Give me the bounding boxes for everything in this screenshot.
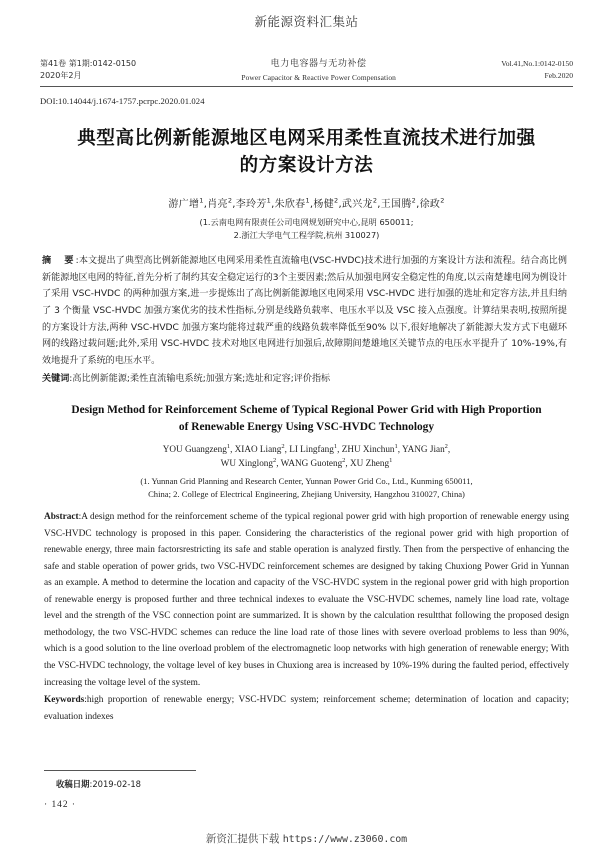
received-date-label: 收稿日期 <box>56 779 90 789</box>
author-name: YOU Guangzeng$^1$ <box>162 442 231 454</box>
author-name: 徐政$^2$ <box>419 196 445 210</box>
chinese-title-line-1: 典型高比例新能源地区电网采用柔性直流技术进行加强 <box>77 128 536 150</box>
author-separator: , <box>284 444 290 454</box>
author-name: WU Xinglong$^2$ <box>220 457 277 469</box>
english-affiliations <box>40 475 573 503</box>
received-date-value: :2019-02-18 <box>89 779 141 789</box>
english-affiliation-1: (1. Yunnan Grid Planning and Research Center, Yunnan Power Grid Co., Ltd., Kunming 650011, <box>140 475 473 486</box>
author-affiliation-marker: 2 <box>272 457 277 465</box>
english-title <box>40 402 573 436</box>
english-authors <box>40 442 573 471</box>
chinese-keywords-label: 关键词 <box>42 374 70 385</box>
author-affiliation-marker: 2 <box>227 196 233 205</box>
footnote-divider <box>44 770 196 771</box>
issue-date-en: Feb.2020 <box>544 70 573 80</box>
author-separator: , <box>271 198 275 210</box>
author-name: 游广增$^1$ <box>168 196 204 210</box>
author-separator: , <box>377 198 381 210</box>
author-separator: , <box>345 458 351 469</box>
english-title-line-2: of Renewable Energy Using VSC-HVDC Technology <box>178 420 435 433</box>
english-abstract-text: :A design method for the reinforcement scheme of the typical regional power grid with high proportion of renewable energy using VSC-HVDC technology is proposed in this paper. Considering the characteristics of the regional power grid with high proportion of renewable energy, three main factorsrestricting its safe and stable operation is analyzed firstly. Then from the perspective of enhancing the safe and stable operation of power grids, two VSC-HVDC reinforcement schemes are designed by taking Chuxiong Power Grid in Yunnan as an example. A method to determine the location and capacity of the VSC-HVDC system in the regional power grid with high proportion of renewable energy is proposed further and three technical indexes to evaluate the VSC-HVDC schemes, namely line load rate, voltage level and the strength of the VSC connection point are summarized. It is shown by the calculation resultthat following the proposed design methodology, the two VSC-HVDC schemes can reduce the line load rate of those lines with severe overload problems to less than 90%, which is a good solution to the line overload problem of the electromagnetic loop networks with high generation of renewable energy; With the VSC-HVDC technology, the voltage level of key buses in Chuxiong area is increased by 10%-19% during the faulted period, effectively increasing the voltage level of the system. <box>44 512 569 688</box>
english-title-line-1: Design Method for Reinforcement Scheme of Typical Regional Power Grid with High Proportion <box>71 403 542 416</box>
english-authors-line-1 <box>40 442 573 456</box>
author-affiliation-marker: 1 <box>199 196 204 205</box>
author-name: 武兴龙$^2$ <box>341 196 378 210</box>
journal-title-en: Power Capacitor & Reactive Power Compensation <box>241 72 396 82</box>
english-abstract-label: Abstract <box>44 512 79 523</box>
author-separator: , <box>309 198 314 210</box>
author-affiliation-marker: 1 <box>333 442 338 450</box>
chinese-title-line-2: 的方案设计方法 <box>239 154 374 176</box>
author-name: 朱欣春$^1$ <box>274 196 310 210</box>
watermark-label: 新资汇提供下载 <box>205 833 280 845</box>
english-abstract <box>40 509 573 691</box>
author-separator: , <box>230 444 235 454</box>
journal-title-cn: 电力电容器与无功补偿 <box>270 59 367 69</box>
author-name: XU Zheng$^1$ <box>350 457 393 469</box>
author-name: 王国腾$^2$ <box>380 196 417 210</box>
author-name: 李玲芳$^1$ <box>235 196 272 210</box>
author-separator: , <box>338 198 342 210</box>
received-date <box>56 778 141 790</box>
chinese-abstract <box>40 253 573 369</box>
chinese-affiliation-1: (1.云南电网有限责任公司电网规划研究中心,昆明 650011; <box>199 216 414 227</box>
chinese-affiliations <box>40 216 573 241</box>
chinese-abstract-label: 摘 要 <box>42 256 76 267</box>
watermark-url[interactable]: https://www.z3060.com <box>282 834 408 845</box>
author-separator: , <box>337 444 342 454</box>
chinese-keywords <box>40 371 573 388</box>
chinese-abstract-text: :本文提出了典型高比例新能源地区电网采用柔性直流输电(VSC-HVDC)技术进行加强的方案设计方法和流程。结合高比例新能源地区电网的特征,首先分析了制约其安全稳定运行的3个主要因素;然后从加强电网安全稳定性的角度,以云南楚雄电网为例设计了采用 VSC-HVDC 的两种加强方案,进一步提炼出了高比例新能源地区电网采用 VSC-HVDC 进行加强的选址和定容方法,并且归纳了 3 个衡量 VSC-HVDC 加强方案优劣的技术性指标,分别是线路负载率、电压水平以及 VSC 接入点强度。计算结果表明,按照所提的方案设计方法,两种 VSC-HVDC 加强方案均能将过载严重的线路负载率降低至90% 以下,很好地解决了新能源大发方式下电磁环网的线路过载问题;此外,采用 VSC-HVDC 技术对地区电网进行加强后,故障期间楚雄地区关键节点的电压水平提升了 10%-19%,有效地提升了系统的电压水平。 <box>42 256 567 366</box>
masthead-right <box>501 58 573 82</box>
author-affiliation-marker: 1 <box>389 457 393 465</box>
author-affiliation-marker: 2 <box>440 196 445 205</box>
english-keywords-text: :high proportion of renewable energy; VSC-HVDC system; reinforcement scheme; determination of location and capacity; evaluation indexes <box>44 695 569 722</box>
author-separator: , <box>447 444 451 454</box>
author-name: YANG Jian$^2$ <box>402 442 448 454</box>
top-site-banner: 新能源资料汇集站 <box>254 14 359 29</box>
author-name: WANG Guoteng$^2$ <box>280 457 346 469</box>
english-authors-line-2 <box>40 456 573 470</box>
author-affiliation-marker: 1 <box>266 196 272 205</box>
author-affiliation-marker: 1 <box>394 442 398 450</box>
author-name: 杨健$^2$ <box>313 196 339 210</box>
author-affiliation-marker: 2 <box>342 457 346 465</box>
author-name: ZHU Xinchun$^1$ <box>341 442 398 454</box>
author-separator: , <box>203 198 208 210</box>
english-keywords-label: Keywords <box>44 695 85 706</box>
english-keywords <box>40 692 573 725</box>
author-separator: , <box>416 198 420 210</box>
author-affiliation-marker: 1 <box>305 196 310 205</box>
chinese-keywords-text: :高比例新能源;柔性直流输电系统;加强方案;选址和定容;评价指标 <box>69 374 331 385</box>
masthead-center <box>136 58 501 83</box>
issue-date-cn: 2020年2月 <box>40 71 82 81</box>
volume-issue-pages-en: Vol.41,No.1:0142-0150 <box>501 59 573 68</box>
author-separator: , <box>232 198 236 210</box>
author-name: LI Lingfang$^1$ <box>289 442 338 454</box>
author-name: 肖亮$^2$ <box>207 196 233 210</box>
chinese-affiliation-2: 2.浙江大学电气工程学院,杭州 310027) <box>233 229 380 240</box>
chinese-authors <box>40 195 573 210</box>
english-affiliation-2: China; 2. College of Electrical Engineering, Zhejiang University, Hangzhou 310027, China) <box>148 489 465 500</box>
author-affiliation-marker: 1 <box>226 442 231 450</box>
author-separator: , <box>397 444 403 454</box>
author-affiliation-marker: 2 <box>372 196 378 205</box>
author-affiliation-marker: 2 <box>411 196 417 205</box>
chinese-title <box>40 126 573 179</box>
author-separator: , <box>276 458 281 469</box>
bottom-watermark <box>0 831 613 846</box>
author-affiliation-marker: 2 <box>444 442 448 450</box>
author-affiliation-marker: 2 <box>334 196 339 205</box>
volume-issue-pages: 第41卷 第1期:0142-0150 <box>40 59 137 68</box>
author-affiliation-marker: 2 <box>281 442 285 450</box>
journal-masthead <box>40 58 573 87</box>
doi-text: DOI:10.14044/j.1674-1757.pcrpc.2020.01.024 <box>40 96 205 107</box>
author-name: XIAO Liang$^2$ <box>234 442 285 454</box>
page-number: · 142 · <box>44 800 76 810</box>
masthead-left <box>40 58 136 83</box>
